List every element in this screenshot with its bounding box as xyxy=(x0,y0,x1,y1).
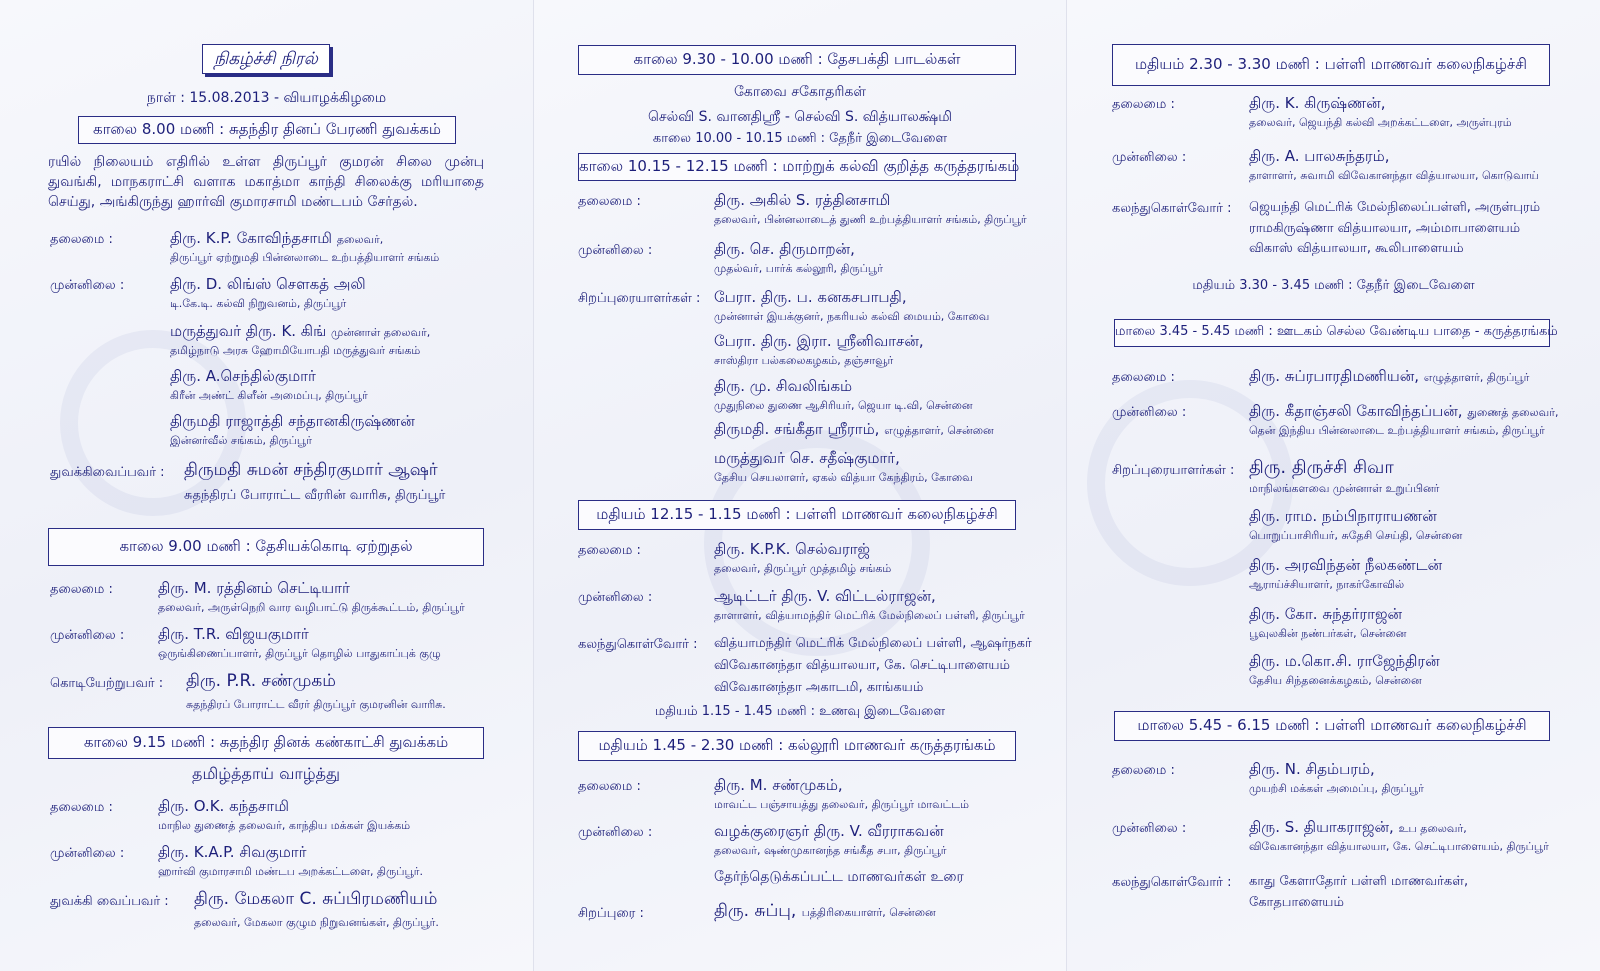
person-name: பேரா. திரு. இரா. ஸ்ரீனிவாசன், xyxy=(714,332,924,350)
person-name: திரு. K.A.P. சிவகுமார் xyxy=(158,843,307,861)
person-designation: சுதந்திரப் போராட்ட வீரரின் வாரிசு, திருப்பூர் xyxy=(184,488,446,503)
person-designation: தேசிய செயலாளர், ஏகல் வித்யா கேந்திரம், கோவை xyxy=(714,471,973,484)
performer-names: செல்வி S. வானதிஸ்ரீ - செல்வி S. வித்யாலக்ஷ்மி xyxy=(647,109,952,125)
role-label: முன்னிலை : xyxy=(578,590,653,605)
person-name: திரு. P.R. சண்முகம் xyxy=(186,671,336,691)
role-label: துவக்கி வைப்பவர் : xyxy=(50,894,169,909)
person-name: திருமதி ராஜாத்தி சந்தானகிருஷ்ணன் xyxy=(170,412,415,430)
role-label: தலைமை : xyxy=(50,800,113,815)
person-name: திரு. M. சண்முகம், xyxy=(714,776,843,794)
person-designation: தாளாளர், சுவாமி விவேகானந்தா வித்யாலயா, கொடுவாய் xyxy=(1249,169,1539,182)
person-designation: பூவுலகின் நண்பர்கள், சென்னை xyxy=(1249,627,1407,640)
rally-description: ரயில் நிலையம் எதிரில் உள்ள திருப்பூர் குமரன் சிலை முன்பு துவங்கி, மாநகராட்சி வளாக மகாத்மா காந்தி சிலைக்கு மரியாதை செய்து, அங்கிருந்து ஹார்வி குமாரசாமி மண்டபம் சேர்தல். xyxy=(48,154,484,210)
person-designation: மாநிலங்களவை முன்னாள் உறுப்பினர் xyxy=(1249,482,1440,495)
role-label: முன்னிலை : xyxy=(578,825,653,840)
person-designation: தென் இந்திய பின்னலாடை உற்பத்தியாளர் சங்கம், திருப்பூர் xyxy=(1249,424,1545,437)
session-heading-flag-hoisting: காலை 9.00 மணி : தேசியக்கொடி ஏற்றுதல் xyxy=(48,528,484,566)
role-label: முன்னிலை : xyxy=(578,243,653,258)
role-label: தலைமை : xyxy=(50,582,113,597)
tamil-invocation: தமிழ்த்தாய் வாழ்த்து xyxy=(192,764,340,783)
person-name: பேரா. திரு. ப. கனகசபாபதி, xyxy=(714,288,907,306)
person-designation: பொறுப்பாசிரியர், சுதேசி செய்தி, சென்னை xyxy=(1249,529,1463,542)
role-label: தலைமை : xyxy=(1112,97,1175,112)
role-label: சிறப்புரையாளர்கள் : xyxy=(1112,463,1235,478)
column-2 xyxy=(534,0,1066,971)
person-name: திரு. K. கிருஷ்ணன், xyxy=(1249,94,1386,112)
role-label: தலைமை : xyxy=(1112,370,1175,385)
person-name: திரு. மேகலா C. சுப்பிரமணியம் xyxy=(194,889,438,909)
person-name: திரு. N. சிதம்பரம், xyxy=(1249,760,1375,778)
role-label: முன்னிலை : xyxy=(1112,150,1187,165)
person-name: மருத்துவர் திரு. K. கிங் முன்னாள் தலைவர், xyxy=(170,322,431,340)
performer-group: கோவை சகோதரிகள் xyxy=(733,84,867,100)
role-label: கலந்துகொள்வோர் : xyxy=(1112,201,1232,216)
person-name: திரு. திருச்சி சிவா xyxy=(1249,457,1394,478)
role-label: தலைமை : xyxy=(578,779,641,794)
session-heading-alt-education: காலை 10.15 - 12.15 மணி : மாற்றுக் கல்வி குறித்த கருத்தரங்கம் xyxy=(578,153,1016,181)
person-designation: சாஸ்திரா பல்கலைகழகம், தஞ்சாவூர் xyxy=(714,354,894,367)
person-name: திருமதி சுமன் சந்திரகுமார் ஆஷர் xyxy=(184,460,438,480)
person-name: திரு. M. ரத்தினம் செட்டியார் xyxy=(158,579,350,597)
session-heading-school-cultural: மதியம் 12.15 - 1.15 மணி : பள்ளி மாணவர் கலைநிகழ்ச்சி xyxy=(578,500,1016,530)
person-name: ஆடிட்டர் திரு. V. விட்டல்ராஜன், xyxy=(714,587,936,605)
person-name: திரு. கீதாஞ்சலி கோவிந்தப்பன், துணைத் தலைவர், xyxy=(1249,402,1559,420)
person-designation: தேசிய சிந்தனைக்கழகம், சென்னை xyxy=(1249,674,1422,687)
person-name: திரு. செ. திருமாறன், xyxy=(714,240,855,258)
participant-school: ராமகிருஷ்ணா வித்யாலயா, அம்மாபாளையம் xyxy=(1249,221,1521,236)
role-label: தலைமை : xyxy=(1112,763,1175,778)
person-designation: திருப்பூர் ஏற்றுமதி பின்னலாடை உற்பத்தியாளர் சங்கம் xyxy=(170,251,440,264)
person-designation: முதுநிலை துணை ஆசிரியர், ஜெயா டி.வி, சென்னை xyxy=(714,399,973,412)
person-designation: டி.கே.டி. கல்வி நிறுவனம், திருப்பூர் xyxy=(170,297,347,310)
person-designation: ஹார்வி குமாரசாமி மண்டப அறக்கட்டளை, திருப்பூர். xyxy=(158,865,423,878)
person-designation: சுதந்திரப் போராட்ட வீரர் திருப்பூர் குமரனின் வாரிசு. xyxy=(186,698,446,711)
session-heading-rally: காலை 8.00 மணி : சுதந்திர தினப் பேரணி துவக்கம் xyxy=(78,116,456,144)
role-label: துவக்கிவைப்பவர் : xyxy=(50,465,165,480)
role-label: தலைமை : xyxy=(578,543,641,558)
person-designation: கிரீன் அண்ட் கிளீன் அமைப்பு, திருப்பூர் xyxy=(170,389,368,402)
session-heading-school-cultural-3: மாலை 5.45 - 6.15 மணி : பள்ளி மாணவர் கலைநிகழ்ச்சி xyxy=(1114,711,1550,741)
person-name: திரு. K.P.K. செல்வராஜ் xyxy=(714,540,871,558)
role-label: தலைமை : xyxy=(50,232,113,247)
person-name: திரு. K.P. கோவிந்தசாமி தலைவர், xyxy=(170,229,384,247)
participant-school: ஜெயந்தி மெட்ரிக் மேல்நிலைப்பள்ளி, அருள்புரம் xyxy=(1249,200,1541,215)
person-name: வழக்குரைஞர் திரு. V. வீரராகவன் xyxy=(714,822,944,840)
person-name: திரு. A.செந்தில்குமார் xyxy=(170,367,316,385)
session-heading-patriotic-songs: காலை 9.30 - 10.00 மணி : தேசபக்தி பாடல்கள் xyxy=(578,45,1016,75)
session-heading-school-cultural-2: மதியம் 2.30 - 3.30 மணி : பள்ளி மாணவர் கலைநிகழ்ச்சி xyxy=(1112,44,1550,86)
person-designation: தலைவர், திருப்பூர் முத்தமிழ் சங்கம் xyxy=(714,562,892,575)
person-name: திரு. மு. சிவலிங்கம் xyxy=(714,377,853,395)
tea-break: மதியம் 3.30 - 3.45 மணி : தேநீர் இடைவேளை xyxy=(1192,278,1475,293)
person-designation: முதல்வர், பார்க் கல்லூரி, திருப்பூர் xyxy=(714,262,883,275)
session-heading-college-seminar: மதியம் 1.45 - 2.30 மணி : கல்லூரி மாணவர் கருத்தரங்கம் xyxy=(578,731,1016,761)
person-designation: தமிழ்நாடு அரசு ஹோமியோபதி மருத்துவர் சங்கம் xyxy=(170,344,421,357)
student-speeches: தேர்ந்தெடுக்கப்பட்ட மாணவர்கள் உரை xyxy=(714,869,964,885)
person-designation: தலைவர், அருள்நெறி வார வழிபாட்டு திருக்கூட்டம், திருப்பூர் xyxy=(158,601,465,614)
person-designation: ஆராய்ச்சியாளர், நாகர்கோவில் xyxy=(1249,578,1405,591)
event-date: நாள் : 15.08.2013 - வியாழக்கிழமை xyxy=(146,90,387,106)
column-1 xyxy=(0,0,533,971)
role-label: கொடியேற்றுபவர் : xyxy=(50,676,164,691)
participant-school: காது கேளாதோர் பள்ளி மாணவர்கள், xyxy=(1249,874,1469,889)
role-label: சிறப்புரை : xyxy=(578,906,644,921)
column-3 xyxy=(1067,0,1600,971)
person-designation: முன்னாள் இயக்குனர், நகரியல் கல்வி மையம், கோவை xyxy=(714,310,990,323)
person-name: திரு. கோ. சுந்தர்ராஜன் xyxy=(1249,605,1403,623)
participant-school: விவேகானந்தா அகாடமி, காங்கயம் xyxy=(714,680,924,695)
participant-school: விகாஸ் வித்யாலயா, கூலிபாளையம் xyxy=(1249,241,1464,256)
lunch-break: மதியம் 1.15 - 1.45 மணி : உணவு இடைவேளை xyxy=(654,704,946,719)
participant-school: வித்யாமந்திர் மெட்ரிக் மேல்நிலைப் பள்ளி, ஆஷர்நகர் xyxy=(714,636,1032,651)
person-designation: விவேகானந்தா வித்யாலயா, கே. செட்டிபாளையம், திருப்பூர் xyxy=(1249,840,1549,853)
participant-school: விவேகானந்தா வித்யாலயா, கே. செட்டிபாளையம் xyxy=(714,658,1011,673)
person-name: திருமதி. சங்கீதா ஸ்ரீராம், எழுத்தாளர், சென்னை xyxy=(714,420,994,438)
person-name: திரு. A. பாலசுந்தரம், xyxy=(1249,147,1390,165)
role-label: முன்னிலை : xyxy=(50,846,125,861)
role-label: தலைமை : xyxy=(578,194,641,209)
role-label: முன்னிலை : xyxy=(1112,405,1187,420)
person-designation: தலைவர், ஷண்முகானந்த சங்கீத சபா, திருப்பூர் xyxy=(714,844,947,857)
session-heading-exhibition: காலை 9.15 மணி : சுதந்திர தினக் கண்காட்சி துவக்கம் xyxy=(48,727,484,759)
person-designation: மாவட்ட பஞ்சாயத்து தலைவர், திருப்பூர் மாவட்டம் xyxy=(714,798,970,811)
tea-break: காலை 10.00 - 10.15 மணி : தேநீர் இடைவேளை xyxy=(652,131,948,146)
role-label: சிறப்புரையாளர்கள் : xyxy=(578,291,701,306)
person-name: திரு. T.R. விஜயகுமார் xyxy=(158,625,309,643)
role-label: முன்னிலை : xyxy=(50,278,125,293)
person-name: திரு. ம.கொ.சி. ராஜேந்திரன் xyxy=(1249,652,1440,670)
role-label: கலந்துகொள்வோர் : xyxy=(578,637,698,652)
person-designation: மாநில துணைத் தலைவர், காந்திய மக்கள் இயக்கம் xyxy=(158,819,411,832)
person-name: திரு. சுப்பு, பத்திரிகையாளர், சென்னை xyxy=(714,901,936,921)
person-name: மருத்துவர் செ. சதீஷ்குமார், xyxy=(714,449,900,467)
person-designation: தாளாளர், வித்யாமந்திர் மெட்ரிக் மேல்நிலைப் பள்ளி, திருப்பூர் xyxy=(714,609,1025,622)
person-name: திரு. D. லிங்ஸ் சௌகத் அலி xyxy=(170,275,366,293)
person-name: திரு. O.K. கந்தசாமி xyxy=(158,797,289,815)
person-designation: இன்னர்வீல் சங்கம், திருப்பூர் xyxy=(170,434,312,447)
role-label: முன்னிலை : xyxy=(50,628,125,643)
person-name: திரு. அரவிந்தன் நீலகண்டன் xyxy=(1249,556,1443,574)
person-name: திரு. சுப்ரபாரதிமணியன், எழுத்தாளர், திருப்பூர் xyxy=(1249,367,1530,385)
person-designation: தலைவர், ஜெயந்தி கல்வி அறக்கட்டளை, அருள்புரம் xyxy=(1249,116,1512,129)
session-heading-media-seminar: மாலை 3.45 - 5.45 மணி : ஊடகம் செல்ல வேண்டிய பாதை - கருத்தரங்கம் xyxy=(1114,319,1550,347)
person-designation: தலைவர், மேகலா குழும நிறுவனங்கள், திருப்பூர். xyxy=(194,916,439,929)
person-name: திரு. S. தியாகராஜன், உப தலைவர், xyxy=(1249,818,1467,836)
person-designation: தலைவர், பின்னலாடைத் துணி உற்பத்தியாளர் சங்கம், திருப்பூர் xyxy=(714,213,1027,226)
person-designation: ஒருங்கிணைப்பாளர், திருப்பூர் தொழில் பாதுகாப்புக் குழு xyxy=(158,647,441,660)
person-designation: முயற்சி மக்கள் அமைப்பு, திருப்பூர் xyxy=(1249,782,1424,795)
role-label: கலந்துகொள்வோர் : xyxy=(1112,875,1232,890)
programme-title: நிகழ்ச்சி நிரல் xyxy=(202,44,330,74)
person-name: திரு. ராம. நம்பிநாராயணன் xyxy=(1249,507,1437,525)
person-name: திரு. அகில் S. ரத்தினசாமி xyxy=(714,191,891,209)
role-label: முன்னிலை : xyxy=(1112,821,1187,836)
participant-school: கோதபாளையம் xyxy=(1249,895,1344,910)
